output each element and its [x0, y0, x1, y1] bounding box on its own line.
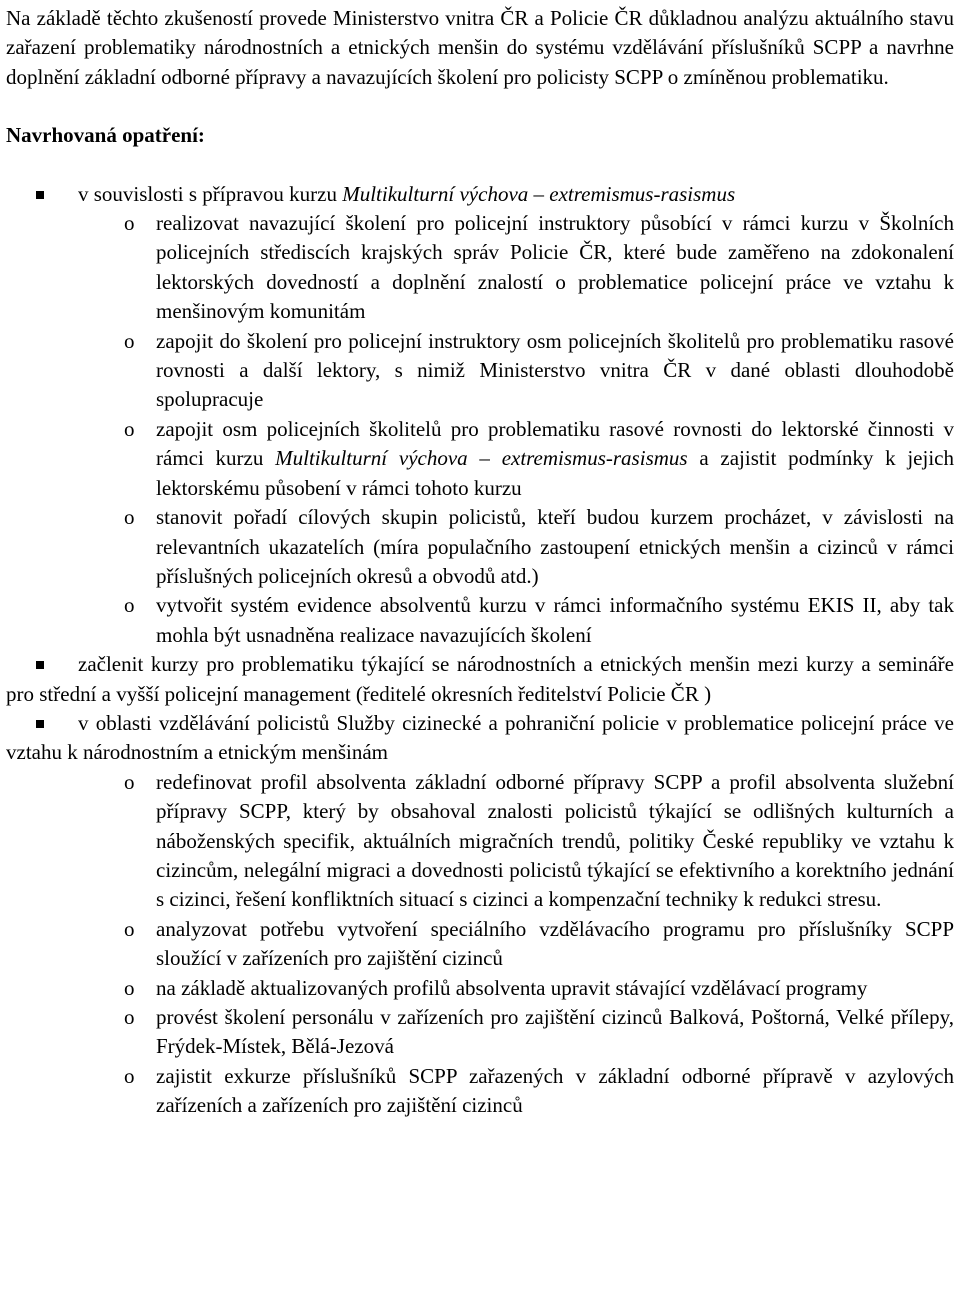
- circle-bullet-icon: o: [124, 975, 135, 1000]
- circle-bullet-icon: o: [124, 769, 135, 794]
- circle-bullet-icon: o: [124, 211, 135, 236]
- intro-paragraph: Na základě těchto zkušeností provede Ministerstvo vnitra ČR a Policie ČR důkladnou analýzu aktuálního stavu zařazení problematiky národnostních a etnických menšin do systému vzdělávání příslušníků SCPP a navrhne doplnění základní odborné přípravy a navazujících školení pro policisty SCPP o zmíněnou problematiku.: [6, 6, 954, 89]
- sub-item: o analyzovat potřebu vytvoření speciálního vzdělávacího programu pro příslušníky SCPP sloužící v zařízeních pro zajištění cizinců: [124, 916, 954, 971]
- circle-bullet-icon: o: [124, 916, 135, 941]
- section-heading: Navrhovaná opatření:: [6, 123, 205, 148]
- sub-item: o provést školení personálu v zařízeních pro zajištění cizinců Balková, Poštorná, Velké přílepy, Frýdek-Místek, Bělá-Jezová: [124, 1005, 954, 1059]
- sub-item: o redefinovat profil absolventa základní odborné přípravy SCPP a profil absolventa služební přípravy SCPP, který by obsahoval znalosti policistů týkající se odlišných kulturních a náboženských specifik, aktuálních migračních trendů, politiky České republiky ve vztahu k cizincům, nelegální migraci a dovednosti policistů týkající se efektivního a korektního jednání s cizinci, řešení konfliktních situací s cizinci a kompenzační techniky k redukci stresu.: [124, 769, 954, 912]
- measure-text: začlenit kurzy pro problematiku týkající se národnostních a etnických menšin mezi kurzy a semináře pro střední a vyšší policejní management (ředitelé okresních ředitelství Policie ČR ): [6, 652, 954, 706]
- measure-item: [6, 180, 954, 651]
- measure-item: [6, 650, 954, 709]
- sub-item: o na základě aktualizovaných profilů absolventa upravit stávající vzdělávací programy: [6, 974, 954, 1003]
- square-bullet-icon: [36, 191, 44, 199]
- sub-item: o realizovat navazující školení pro policejní instruktory působící v rámci kurzu v Školních policejních střediscích krajských správ Policie ČR, které bude zaměřeno na zdokonalení lektorských dovedností a doplnění znalostí o problematice policejní práce ve vztahu k menšinovým komunitám: [124, 211, 954, 324]
- measure-text: v souvislosti s přípravou kurzu Multikulturní výchova – extremismus-rasismus: [78, 181, 736, 206]
- sub-item: o zapojit do školení pro policejní instruktory osm policejních školitelů pro problematiku rasové rovnosti a další lektory, s nimiž Ministerstvo vnitra ČR v dané oblasti dlouhodobě spolupracuje: [124, 328, 954, 412]
- circle-bullet-icon: o: [124, 416, 135, 441]
- sub-item: o stanovit pořadí cílových skupin policistů, kteří budou kurzem procházet, v závislosti na relevantních ukazatelích (míra populačního zastoupení etnických menšin a cizinců v rámci příslušných policejních okresů a obvodů atd.): [124, 505, 954, 588]
- square-bullet-icon: [36, 661, 44, 669]
- circle-bullet-icon: o: [124, 328, 135, 353]
- sub-list: [78, 209, 954, 650]
- circle-bullet-icon: o: [124, 1063, 135, 1088]
- square-bullet-icon: [36, 720, 44, 728]
- circle-bullet-icon: o: [124, 1005, 135, 1029]
- sub-item: o vytvořit systém evidence absolventů kurzu v rámci informačního systému EKIS II, aby tak mohla být usnadněna realizace navazujících školení: [124, 593, 954, 647]
- measure-text: v oblasti vzdělávání policistů Služby cizinecké a pohraniční policie v problematice policejní práce ve vztahu k národnostním a etnickým menšinám: [6, 710, 954, 765]
- circle-bullet-icon: o: [124, 593, 135, 618]
- measures-list: [6, 180, 954, 1121]
- sub-list: [78, 768, 954, 1121]
- measure-item: [6, 709, 954, 1121]
- sub-item: o zajistit exkurze příslušníků SCPP zařazených v základní odborné přípravě v azylových zařízeních a zařízeních pro zajištění cizinců: [124, 1063, 954, 1118]
- sub-item: o zapojit osm policejních školitelů pro problematiku rasové rovnosti do lektorské činnosti v rámci kurzu Multikulturní výchova – extremismus-rasismus a zajistit podmínky k jejich lektorskému působení v rámci tohoto kurzu: [124, 416, 954, 500]
- circle-bullet-icon: o: [124, 505, 135, 530]
